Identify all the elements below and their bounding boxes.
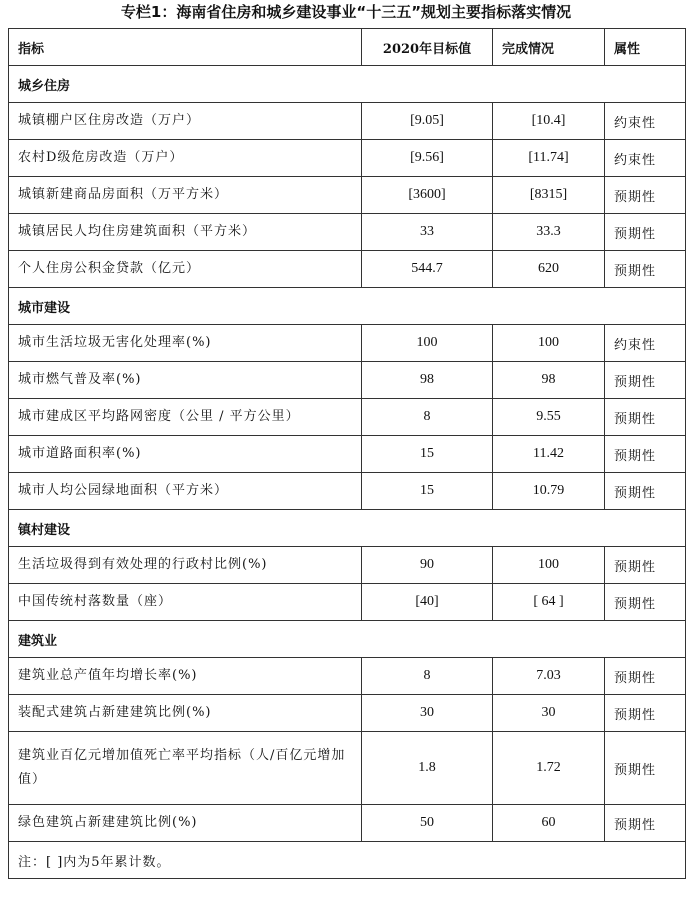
indicator-cell: 个人住房公积金贷款（亿元）: [9, 251, 362, 288]
indicator-cell: 建筑业百亿元增加值死亡率平均指标（人/百亿元增加值）: [9, 732, 362, 805]
indicator-cell: 城镇新建商品房面积（万平方米）: [9, 177, 362, 214]
target-cell: 15: [362, 436, 493, 473]
indicator-cell: 城市道路面积率(%): [9, 436, 362, 473]
target-cell: 50: [362, 805, 493, 842]
actual-cell: 1.72: [493, 732, 605, 805]
section-title-urban-construction: 城市建设: [9, 288, 686, 325]
page-title: 专栏1：海南省住房和城乡建设事业“十三五”规划主要指标落实情况: [120, 3, 572, 21]
table-row: [9, 805, 686, 842]
attribute-cell: 预期性: [605, 214, 686, 251]
header-indicator: 指标: [9, 29, 362, 66]
indicator-cell: 绿色建筑占新建建筑比例(%): [9, 805, 362, 842]
section-row: [9, 510, 686, 547]
attribute-cell: 约束性: [605, 103, 686, 140]
target-cell: [40]: [362, 584, 493, 621]
table-row: [9, 103, 686, 140]
attribute-cell: 预期性: [605, 695, 686, 732]
target-cell: 1.8: [362, 732, 493, 805]
table-row: [9, 399, 686, 436]
indicator-cell: 城市人均公园绿地面积（平方米）: [9, 473, 362, 510]
indicator-cell: 建筑业总产值年均增长率(%): [9, 658, 362, 695]
section-row: [9, 621, 686, 658]
attribute-cell: 预期性: [605, 362, 686, 399]
attribute-cell: 预期性: [605, 584, 686, 621]
header-row: [9, 29, 686, 66]
target-cell: 33: [362, 214, 493, 251]
header-attribute: 属性: [605, 29, 686, 66]
attribute-cell: 预期性: [605, 436, 686, 473]
actual-cell: 100: [493, 325, 605, 362]
target-cell: 98: [362, 362, 493, 399]
actual-cell: 100: [493, 547, 605, 584]
table-row: [9, 325, 686, 362]
actual-cell: 30: [493, 695, 605, 732]
attribute-cell: 预期性: [605, 805, 686, 842]
table-row: [9, 214, 686, 251]
actual-cell: 9.55: [493, 399, 605, 436]
actual-cell: [ 64 ]: [493, 584, 605, 621]
indicator-cell: 城镇居民人均住房建筑面积（平方米）: [9, 214, 362, 251]
actual-cell: [10.4]: [493, 103, 605, 140]
attribute-cell: 预期性: [605, 732, 686, 805]
table-row: [9, 732, 686, 805]
actual-cell: 60: [493, 805, 605, 842]
section-title-town-village: 镇村建设: [9, 510, 686, 547]
table-row: [9, 547, 686, 584]
actual-cell: 7.03: [493, 658, 605, 695]
target-cell: [3600]: [362, 177, 493, 214]
indicator-cell: 装配式建筑占新建建筑比例(%): [9, 695, 362, 732]
target-cell: 90: [362, 547, 493, 584]
target-cell: 8: [362, 658, 493, 695]
table-row: [9, 251, 686, 288]
attribute-cell: 预期性: [605, 177, 686, 214]
section-row: [9, 66, 686, 103]
actual-cell: 33.3: [493, 214, 605, 251]
target-cell: [9.56]: [362, 140, 493, 177]
indicator-cell: 城市生活垃圾无害化处理率(%): [9, 325, 362, 362]
section-title-construction-industry: 建筑业: [9, 621, 686, 658]
actual-cell: 620: [493, 251, 605, 288]
table-note: 注：[ ]内为5年累计数。: [9, 842, 686, 879]
target-cell: 544.7: [362, 251, 493, 288]
actual-cell: 11.42: [493, 436, 605, 473]
indicator-cell: 生活垃圾得到有效处理的行政村比例(%): [9, 547, 362, 584]
indicator-cell: 农村D级危房改造（万户）: [9, 140, 362, 177]
table-row: [9, 658, 686, 695]
actual-cell: 98: [493, 362, 605, 399]
actual-cell: [8315]: [493, 177, 605, 214]
indicator-cell: 中国传统村落数量（座）: [9, 584, 362, 621]
section-title-urban-rural-housing: 城乡住房: [9, 66, 686, 103]
indicator-cell: 城镇棚户区住房改造（万户）: [9, 103, 362, 140]
table-row: [9, 584, 686, 621]
attribute-cell: 预期性: [605, 251, 686, 288]
header-actual: 完成情况: [493, 29, 605, 66]
target-cell: 100: [362, 325, 493, 362]
table-row: [9, 473, 686, 510]
attribute-cell: 预期性: [605, 658, 686, 695]
table-row: [9, 177, 686, 214]
attribute-cell: 约束性: [605, 325, 686, 362]
actual-cell: [11.74]: [493, 140, 605, 177]
attribute-cell: 约束性: [605, 140, 686, 177]
section-row: [9, 288, 686, 325]
actual-cell: 10.79: [493, 473, 605, 510]
target-cell: 8: [362, 399, 493, 436]
target-cell: 30: [362, 695, 493, 732]
header-target: 2020年目标值: [362, 29, 493, 66]
note-row: [9, 842, 686, 879]
target-cell: 15: [362, 473, 493, 510]
attribute-cell: 预期性: [605, 547, 686, 584]
target-cell: [9.05]: [362, 103, 493, 140]
table-row: [9, 695, 686, 732]
indicator-cell: 城市建成区平均路网密度（公里 / 平方公里）: [9, 399, 362, 436]
indicator-table: [8, 28, 686, 879]
attribute-cell: 预期性: [605, 473, 686, 510]
table-row: [9, 140, 686, 177]
table-row: [9, 362, 686, 399]
attribute-cell: 预期性: [605, 399, 686, 436]
table-row: [9, 436, 686, 473]
indicator-cell: 城市燃气普及率(%): [9, 362, 362, 399]
